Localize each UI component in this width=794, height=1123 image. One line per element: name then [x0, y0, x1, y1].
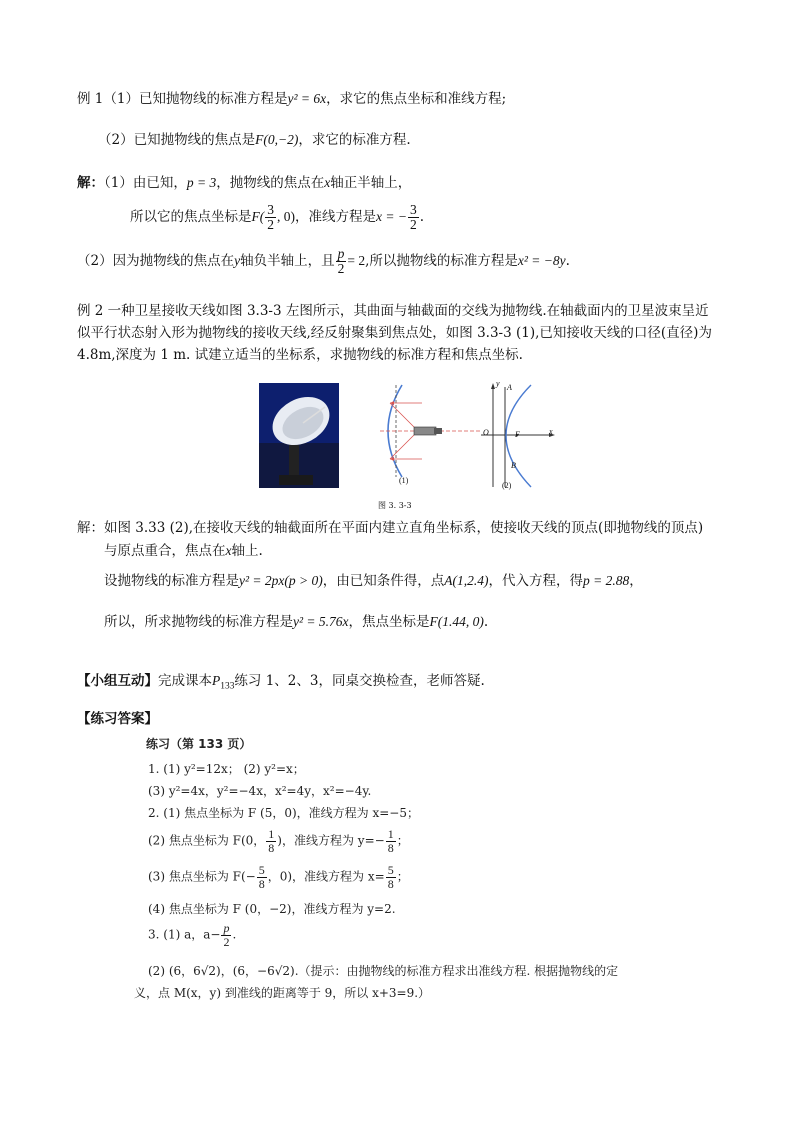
ans-l7-a: 3. (1) a，a−	[148, 927, 221, 942]
ex1-q1-eq: y² = 6x	[287, 91, 327, 106]
fig-label-2: (2)	[502, 481, 512, 490]
answer-line-1: 1. (1) y²=12x； (2) y²=x；	[148, 762, 305, 776]
ex1-line2	[98, 128, 411, 148]
fig-point-F: F	[515, 430, 520, 439]
satellite-dish-photo	[259, 383, 339, 488]
figure-caption: 图 3. 3-3	[378, 501, 412, 510]
sol2-l3-c: ，代入方程，得	[488, 573, 583, 589]
sol2-l3-b: ，由已知条件得，点	[322, 573, 445, 589]
frac-den: 8	[387, 876, 394, 891]
answer-line-3: 2. (1) 焦点坐标为 F (5，0)，准线方程为 x=−5；	[148, 806, 419, 820]
ex1-q2-point: F(0,−2)	[255, 132, 299, 147]
sol2-l3-a: 设抛物线的标准方程是	[104, 573, 239, 589]
sol1-line2	[130, 203, 424, 232]
sol2-l3-eq: y² = 2px(p > 0)	[239, 573, 323, 588]
sol2-l2-x: x	[225, 543, 232, 558]
sol1-l3-y: y	[234, 253, 241, 269]
frac-num: 3	[267, 202, 274, 217]
ex1-q2-prefix: （2）已知抛物线的焦点是	[98, 132, 256, 148]
answer-line-7	[148, 922, 236, 948]
ans-l4-end: ；	[396, 833, 409, 848]
answer-line-2: (3) y²=4x，y²=−4x，x²=4y，x²=−4y.	[148, 784, 372, 798]
sol1-l3-result: x² = −8y	[517, 253, 566, 269]
sol1-l2-a: 所以它的焦点坐标是	[130, 209, 252, 226]
frac-num: 5	[258, 863, 265, 877]
frac-den: 2	[337, 261, 345, 277]
answer-line-4	[148, 828, 409, 854]
sol1-l3-frac	[336, 247, 347, 276]
sol1-line1	[77, 171, 411, 191]
answer-line-8: (2) (6，6√2)，(6，−6√2).（提示：由抛物线的标准方程求出准线方程. 根据抛物线的定	[148, 964, 619, 978]
sol1-l3-eq: = 2	[347, 253, 366, 269]
sol1-l3-c: ,所以抛物线的标准方程是	[365, 253, 518, 270]
ans-l4-frac	[266, 828, 276, 854]
ans-l5-frac	[257, 864, 267, 890]
frac-num: 1	[387, 827, 394, 841]
group-page-sub: 133	[220, 681, 235, 692]
sol1-l2-eq: x = −	[376, 209, 407, 225]
group-text-a: 完成课本	[158, 673, 212, 689]
fig-point-B: B	[511, 461, 516, 470]
sol2-line1	[77, 516, 703, 536]
answer-line-9: 义，点 M(x，y) 到准线的距离等于 9，所以 x+3=9.）	[134, 986, 431, 1000]
group-page-P: P	[212, 673, 221, 688]
frac-num: p	[337, 246, 345, 261]
frac-den: 8	[387, 840, 394, 855]
sol2-l2-a: 与原点重合，焦点在	[104, 543, 226, 559]
answers-tag: 【练习答案】	[77, 711, 158, 727]
group-text-b: 练习 1、2、3，同桌交换检查，老师答疑.	[234, 673, 485, 689]
sol2-l1: 如图 3.33 (2),在接收天线的轴截面所在平面内建立直角坐标系，使接收天线的顶点(即抛物线的顶点)	[104, 520, 704, 536]
sol1-l2-F: F(	[251, 209, 265, 225]
ex1-line1	[77, 87, 506, 107]
diagram-reflection	[374, 383, 484, 495]
ans-l4-pt-b: )	[277, 833, 282, 848]
sol2-line2	[104, 539, 263, 559]
ans-l5-b: ，准线方程为 x=	[292, 869, 385, 884]
ans-l7-end: .	[232, 927, 237, 942]
sol2-line3	[104, 569, 643, 589]
sol1-l2-frac2	[408, 203, 419, 232]
answers-block	[134, 730, 686, 1010]
answer-line-5	[148, 864, 409, 890]
ans-l4-b: ，准线方程为 y=−	[281, 833, 385, 848]
group-tag: 【小组互动】	[77, 673, 158, 689]
sol1-l2-b: ，准线方程是	[295, 209, 376, 226]
sol1-l1-b: ，抛物线的焦点在	[216, 175, 325, 191]
frac-num: 3	[409, 202, 417, 217]
frac-den: 2	[409, 217, 417, 233]
ans-l4-frac2	[386, 828, 396, 854]
sol2-l4-point: F(1.44, 0)	[429, 614, 484, 629]
ans-l7-frac	[221, 922, 231, 948]
sol2-l4-b: ，焦点坐标是	[348, 614, 430, 630]
ex1-label: 例 1	[77, 91, 104, 107]
frac-den: 2	[267, 217, 274, 233]
sol2-l4-end: .	[483, 614, 489, 630]
frac-num: 1	[268, 827, 275, 841]
ans-l4-pt-a: (0，	[240, 833, 266, 848]
sol1-l3-end: .	[565, 253, 570, 270]
ans-l5-pt-b: ，0)	[267, 869, 293, 884]
answers-title	[146, 735, 251, 752]
ex1-q1-prefix: （1）已知抛物线的标准方程是	[103, 91, 288, 107]
sol1-l2-end: .	[419, 209, 425, 226]
sol2-line4	[104, 610, 488, 630]
frac-den: 2	[223, 934, 230, 949]
sol1-l3-a: （2）因为抛物线的焦点在	[77, 253, 235, 270]
figure-3-3-3	[259, 379, 553, 503]
sol1-label: 解：	[77, 175, 104, 191]
sol2-l3-p: p = 2.88	[583, 573, 630, 588]
sol1-l1-a: （1）由已知，	[104, 175, 187, 191]
sol1-line3	[77, 247, 570, 276]
sol1-l2-F-end: , 0)	[277, 209, 295, 225]
frac-num: p	[223, 921, 230, 935]
ans-l5-a: (3) 焦点坐标为 F	[148, 869, 241, 884]
answers-title-text: 练习（第 133 页）	[146, 737, 252, 751]
sol1-l1-x: x	[324, 175, 331, 190]
sol1-l3-b: 轴负半轴上，且	[240, 253, 335, 270]
ex2-text: 例 2 一种卫星接收天线如图 3.3-3 左图所示，其曲面与轴截面的交线为抛物线.在轴截面内的卫星波束呈近似平行状态射入形为抛物线的接收天线,经反射聚集到焦点处，如图 3.3-3 (1),已知接收天线的口径(直径)为 4.8m,深度为 1 m. 试建立适当的坐标系，求抛物线的标准方程和焦点坐标.	[77, 303, 712, 363]
sol2-label: 解：	[77, 520, 104, 536]
sol1-l2-frac	[265, 203, 276, 232]
frac-den: 8	[268, 840, 275, 855]
ans-l5-frac2	[386, 864, 396, 890]
ans-l4-a: (2) 焦点坐标为 F	[148, 833, 241, 848]
sol2-l4-eq: y² = 5.76x	[293, 614, 349, 629]
answer-line-6: (4) 焦点坐标为 F (0，−2)，准线方程为 y=2.	[148, 902, 396, 916]
sol1-l1-c: 轴正半轴上，	[330, 175, 412, 191]
diagram-coordinates	[477, 383, 557, 495]
ans-l5-end: ；	[396, 869, 409, 884]
fig-axis-x: x	[549, 427, 553, 436]
fig-point-A: A	[507, 383, 512, 392]
ex1-q1-suffix: ，求它的焦点坐标和准线方程;	[326, 91, 507, 107]
fig-label-1: (1)	[399, 476, 409, 485]
sol1-l1-p: p = 3	[186, 175, 217, 190]
sol2-l3-end: ，	[629, 573, 643, 589]
group-activity	[77, 669, 485, 692]
fig-axis-y: y	[496, 379, 500, 388]
sol2-l3-point: A(1,2.4)	[444, 573, 489, 588]
sol2-l2-b: 轴上.	[231, 543, 263, 559]
frac-num: 5	[387, 863, 394, 877]
ans-l5-pt-a: (−	[240, 869, 256, 884]
fig-origin: O	[483, 428, 489, 437]
frac-den: 8	[258, 876, 265, 891]
sol2-l4-a: 所以，所求抛物线的标准方程是	[104, 614, 293, 630]
ex1-q2-suffix: ，求它的标准方程.	[298, 132, 411, 148]
